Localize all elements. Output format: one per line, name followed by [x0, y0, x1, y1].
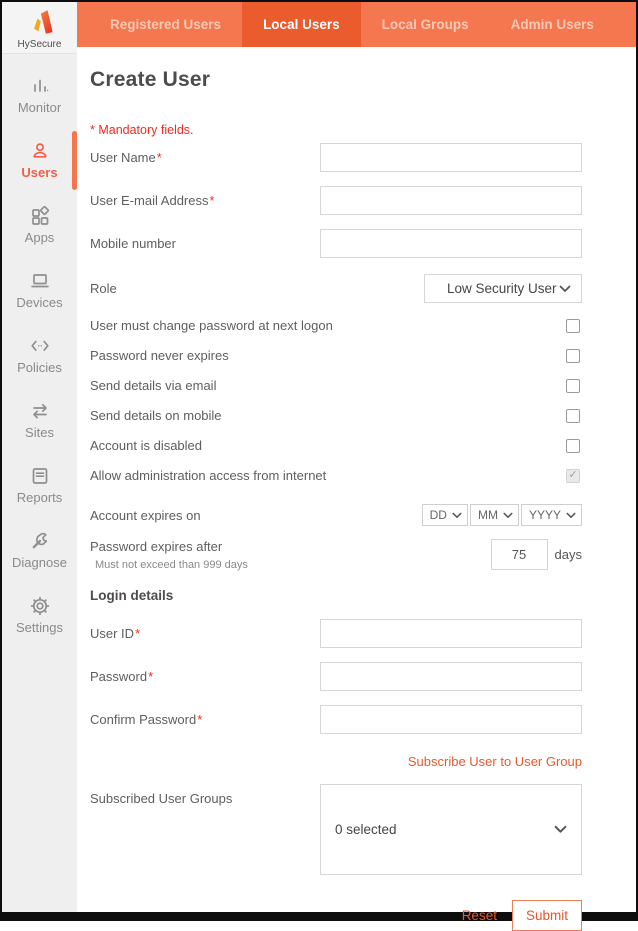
apps-grid-icon	[29, 205, 51, 227]
chevron-down-icon	[554, 825, 567, 834]
reset-button[interactable]: Reset	[461, 908, 497, 923]
sidebar-item-label: Settings	[16, 620, 63, 635]
password-row	[90, 662, 582, 691]
sidebar-item-label: Policies	[17, 360, 62, 375]
password-expires-controls	[491, 539, 582, 570]
sidebar	[2, 2, 77, 912]
change-password-checkbox[interactable]	[566, 319, 580, 333]
sidebar-item-label: Diagnose	[12, 555, 67, 570]
user-name-row	[90, 143, 582, 172]
sidebar-item-settings[interactable]	[2, 586, 77, 645]
chevron-down-icon	[503, 512, 513, 519]
tab-admin-users[interactable]: Admin Users	[510, 17, 594, 32]
sidebar-item-reports[interactable]	[2, 456, 77, 515]
top-tab-bar	[77, 2, 636, 47]
sidebar-item-apps[interactable]	[2, 196, 77, 255]
laptop-icon	[29, 270, 51, 292]
mobile-input[interactable]	[320, 229, 582, 258]
password-expires-row	[90, 538, 582, 571]
sidebar-item-policies[interactable]	[2, 326, 77, 385]
mobile-label: Mobile number	[90, 236, 176, 251]
page-title: Create User	[90, 68, 211, 91]
required-marker: *	[156, 150, 162, 165]
password-label: Password*	[90, 669, 154, 684]
chevron-down-icon	[452, 512, 462, 519]
send-email-checkbox[interactable]	[566, 379, 580, 393]
password-expires-days-input[interactable]	[491, 539, 548, 570]
sidebar-item-label: Reports	[16, 490, 63, 505]
gear-icon	[29, 595, 51, 617]
user-name-label: User Name*	[90, 150, 162, 165]
role-row	[90, 274, 582, 303]
chevron-down-icon	[559, 285, 571, 293]
account-disabled-label: Account is disabled	[90, 438, 203, 453]
role-label: Role	[90, 281, 117, 296]
confirm-password-input[interactable]	[320, 705, 582, 734]
report-icon	[29, 465, 51, 487]
user-id-input[interactable]	[320, 619, 582, 648]
admin-access-checkbox	[566, 469, 580, 483]
sidebar-item-label: Users	[21, 165, 58, 180]
login-details-heading: Login details	[90, 588, 174, 603]
change-password-label: User must change password at next logon	[90, 318, 333, 333]
expiry-day-select[interactable]: DD	[422, 504, 468, 526]
user-icon	[29, 140, 51, 162]
sidebar-item-users[interactable]	[2, 131, 77, 190]
password-never-expires-row	[90, 348, 582, 363]
transfer-arrows-icon	[29, 400, 51, 422]
days-unit-label: days	[554, 547, 582, 562]
expiry-date-selects	[422, 504, 582, 526]
sidebar-item-label: Apps	[24, 230, 55, 245]
role-selected-value: Low Security User	[447, 281, 557, 296]
chevron-down-icon	[566, 512, 576, 519]
code-brackets-icon	[29, 335, 51, 357]
email-row	[90, 186, 582, 215]
sidebar-item-monitor[interactable]	[2, 66, 77, 125]
expiry-year-select[interactable]: YYYY	[521, 504, 582, 526]
email-label: User E-mail Address*	[90, 193, 215, 208]
password-never-expires-label: Password never expires	[90, 348, 229, 363]
mandatory-note: * Mandatory fields.	[90, 123, 194, 137]
required-marker: *	[209, 193, 215, 208]
change-password-row	[90, 318, 582, 333]
account-disabled-checkbox[interactable]	[566, 439, 580, 453]
check-icon: ✓	[568, 469, 578, 481]
create-user-form	[77, 47, 636, 931]
bar-chart-icon	[29, 75, 51, 97]
required-marker: *	[148, 669, 154, 684]
required-marker: *	[197, 712, 203, 727]
send-email-label: Send details via email	[90, 378, 217, 393]
password-expires-labels	[90, 538, 248, 571]
password-expires-label: Password expires after	[90, 539, 223, 554]
email-input[interactable]	[320, 186, 582, 215]
password-expires-note: Must not exceed than 999 days	[95, 559, 248, 571]
mobile-row	[90, 229, 582, 258]
subscribed-groups-multiselect[interactable]	[320, 784, 582, 875]
sidebar-item-diagnose[interactable]	[2, 521, 77, 580]
admin-access-row	[90, 468, 582, 483]
confirm-password-row	[90, 705, 582, 734]
confirm-password-label: Confirm Password*	[90, 712, 203, 727]
account-disabled-row	[90, 438, 582, 453]
subscribe-user-group-link[interactable]: Subscribe User to User Group	[407, 754, 582, 769]
admin-access-label: Allow administration access from internet	[90, 468, 327, 483]
user-id-row	[90, 619, 582, 648]
tab-local-users[interactable]: Local Users	[242, 2, 361, 47]
submit-button[interactable]: Submit	[512, 900, 582, 931]
account-expires-label: Account expires on	[90, 507, 201, 523]
hysecure-logo-icon	[23, 6, 57, 38]
wrench-icon	[29, 530, 51, 552]
expiry-month-select[interactable]: MM	[470, 504, 519, 526]
password-input[interactable]	[320, 662, 582, 691]
send-mobile-row	[90, 408, 582, 423]
send-email-row	[90, 378, 582, 393]
sidebar-nav	[2, 54, 77, 651]
subscribed-groups-label: Subscribed User Groups	[90, 791, 233, 806]
sidebar-item-devices[interactable]	[2, 261, 77, 320]
sidebar-item-label: Devices	[16, 295, 63, 310]
sidebar-item-sites[interactable]	[2, 391, 77, 450]
main-area	[77, 2, 636, 923]
send-mobile-label: Send details on mobile	[90, 408, 222, 423]
sidebar-item-label: Monitor	[17, 100, 62, 115]
user-name-input[interactable]	[320, 143, 582, 172]
tab-local-groups[interactable]: Local Groups	[381, 17, 469, 32]
logo-text: HySecure	[17, 38, 62, 50]
sidebar-item-label: Sites	[25, 425, 54, 440]
subscribed-groups-summary: 0 selected	[335, 822, 397, 837]
user-id-label: User ID*	[90, 626, 141, 641]
role-select[interactable]	[424, 274, 582, 303]
tab-registered-users[interactable]: Registered Users	[110, 17, 222, 32]
form-actions	[90, 900, 582, 931]
account-expires-row	[90, 504, 582, 526]
password-never-expires-checkbox[interactable]	[566, 349, 580, 363]
subscribed-groups-row	[90, 784, 582, 875]
app-logo[interactable]	[2, 2, 77, 54]
subscribe-link-row	[90, 753, 582, 771]
send-mobile-checkbox[interactable]	[566, 409, 580, 423]
required-marker: *	[135, 626, 141, 641]
